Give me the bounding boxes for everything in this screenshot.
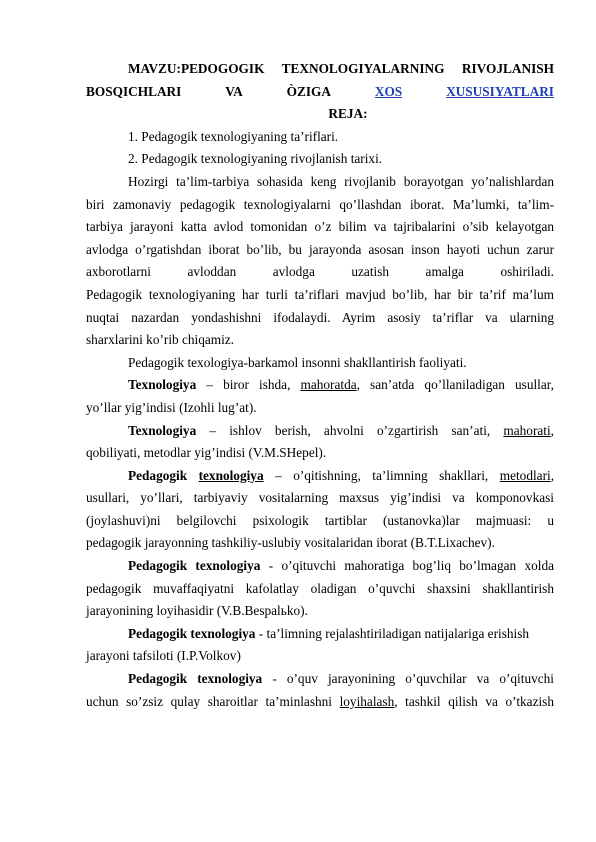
paragraph-line: jarayoni tafsiloti (I.P.Volkov)	[86, 648, 241, 664]
paragraph-line: yo’llar yig’indisi (Izohli lug’at).	[86, 399, 257, 415]
title-link-xususiyatlari[interactable]: XUSUSIYATLARI	[446, 83, 554, 99]
title-link-xos[interactable]: XOS	[374, 83, 403, 99]
paragraph-line: avlodga o’rgatishdan iborat bo’lib, bu jarayonda asosan inson hayoti uchun zarur	[86, 241, 554, 257]
paragraph-line: jarayonining loyihasidir (V.B.Bespalьko).	[86, 603, 308, 619]
title-word: VA	[225, 83, 243, 99]
definition-1: Texnologiya – biror ishda, mahoratda, san’atda qo’llaniladigan usullar,	[128, 377, 554, 393]
paragraph-line: qobiliyati, metodlar yig’indisi (V.M.SHepel).	[86, 445, 327, 461]
paragraph-line: biri zamonaviy pedagogik texnologiyalarni qo’llashdan iborat. Ma’lumki, ta’lim-	[86, 196, 554, 212]
title-line-1: MAVZU:PEDOGOGIK TEXNOLOGIYALARNING RIVOJLANISH	[128, 61, 554, 76]
paragraph-line: usullari, yo’llari, tarbiyaviy vositalarning maxsus yig’indisi va komponovkasi	[86, 490, 554, 506]
document-page	[86, 58, 554, 713]
paragraph-line: Pedagogik texnologiyaning har turli ta’riflari mavjud bo’lib, har bir ta’rif ma’lum	[86, 286, 554, 302]
definition-term: Pedagogik texnologiya	[128, 671, 263, 687]
definition-6: Pedagogik texnologiya - o’quv jarayonining o’quvchilar va o’qituvchi	[128, 671, 554, 687]
definition-term: Pedagogik texnologiya	[128, 625, 256, 641]
definition-term: Pedagogik texnologiya	[128, 558, 261, 574]
paragraph-line: pedagogik muvaffaqiyatni kafolatlay oladigan o’quvchi shaxsini shakllantirish	[86, 580, 554, 596]
link-loyihalash[interactable]: loyihalash	[339, 693, 395, 709]
link-mahoratda[interactable]: mahoratda	[300, 377, 357, 393]
title-word: BOSQICHLARI	[86, 83, 182, 99]
link-metodlari[interactable]: metodlari	[499, 467, 551, 483]
paragraph-line: Pedagogik texologiya-barkamol insonni shakllantirish faoliyati.	[128, 354, 467, 370]
plan-item: 2. Pedagogik texnologiyaning rivojlanish tarixi.	[128, 151, 383, 167]
definition-5: Pedagogik texnologiya - ta’limning rejalashtiriladigan natijalariga erishish	[128, 625, 530, 641]
definition-term: Texnologiya	[128, 377, 197, 393]
paragraph-line: Hozirgi ta’lim-tarbiya sohasida keng rivojlanib borayotgan yo’nalishlardan	[128, 173, 554, 189]
plan-heading: REJA:	[328, 106, 368, 122]
definition-term: Pedagogik	[128, 467, 188, 483]
plan-item: 1. Pedagogik texnologiyaning ta’riflari.	[128, 128, 339, 144]
link-mahorati[interactable]: mahorati	[503, 422, 551, 438]
paragraph-line: pedagogik jarayonning tashkiliy-uslubiy vositalaridan iborat (B.T.Lixachev).	[86, 535, 495, 551]
title-line-2	[86, 81, 554, 104]
paragraph-line: axborotlarni avloddan avlodga uzatish amalga oshiriladi.	[86, 264, 554, 280]
paragraph-line: nuqtai nazardan yondashishni ifodalaydi. Ayrim asosiy ta’riflar va ularning	[86, 309, 554, 325]
definition-term: Texnologiya	[128, 422, 197, 438]
title-word: ÒZIGA	[286, 83, 331, 99]
definition-4: Pedagogik texnologiya - o’qituvchi mahoratiga bog’liq bo’lmagan xolda	[128, 558, 554, 574]
paragraph-line: uchun so’zsiz qulay sharoitlar ta’minlashni loyihalash, tashkil qilish va o’tkazish	[86, 693, 554, 709]
paragraph-line: sharxlarini ko’rib chiqamiz.	[86, 332, 235, 348]
link-texnologiya[interactable]: texnologiya	[198, 467, 264, 483]
definition-3: Pedagogik texnologiya – o’qitishning, ta’limning shakllari, metodlari,	[128, 467, 555, 483]
definition-2: Texnologiya – ishlov berish, ahvolni o’zgartirish san’ati, mahorati,	[128, 422, 554, 438]
paragraph-line: tarbiya jarayoni katta avlod tomonidan o’z bilim va tajribalarini o’sib kelayotgan	[86, 219, 554, 235]
paragraph-line: (joylashuvi)ni belgilovchi psixologik tartiblar (ustanovka)lar majmuasi: u	[86, 512, 554, 528]
